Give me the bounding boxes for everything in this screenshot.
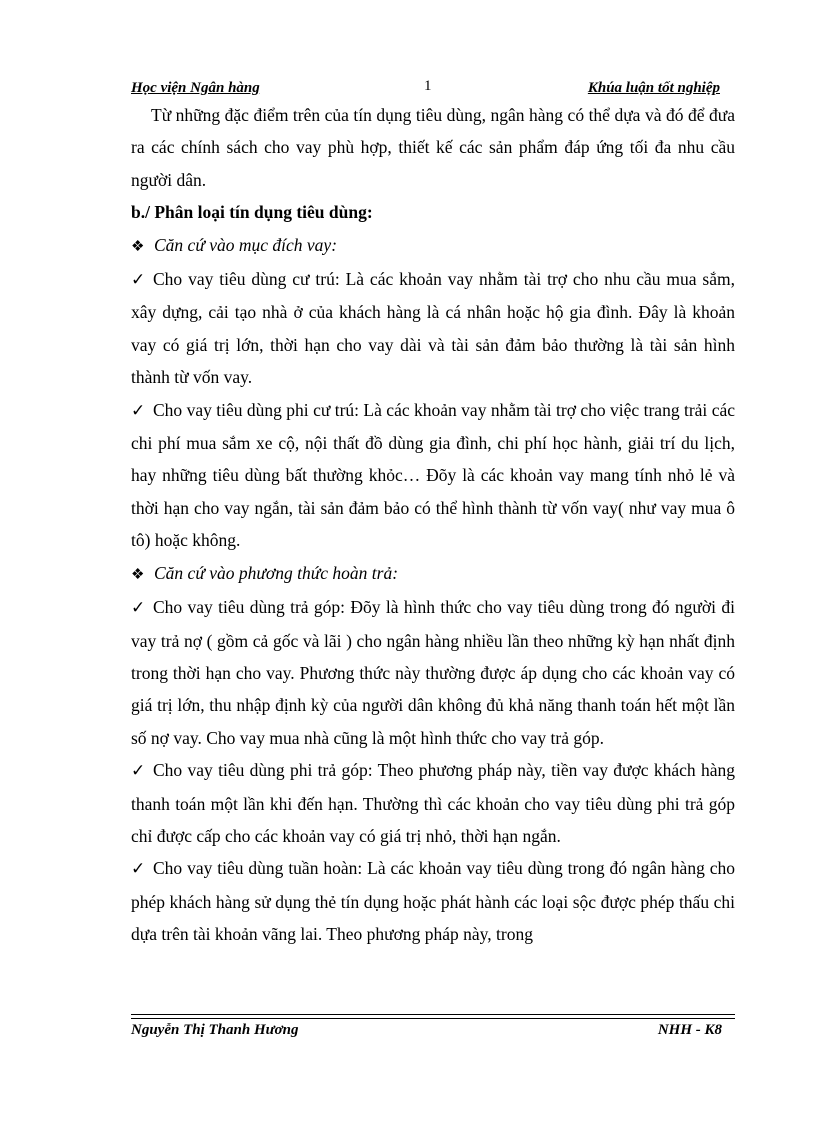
intro-paragraph: Từ những đặc điểm trên của tín dụng tiêu dùng, ngân hàng có thể dựa và đó để đưa ra các chính sách cho vay phù hợp, thiết kế các sản phẩm đáp ứng tối đa nhu cầu người dân. — [131, 105, 735, 190]
document-body — [131, 99, 735, 951]
list-item-residential — [131, 263, 735, 394]
list-item-non-installment — [131, 754, 735, 852]
section-heading: b./ Phân loại tín dụng tiêu dùng: — [131, 202, 373, 223]
check-bullet-icon: ✓ — [131, 270, 146, 290]
footer-divider — [131, 1018, 735, 1019]
header-doc-type: Khúa luận tốt nghiệp — [587, 80, 720, 96]
diamond-bullet-icon: ❖ — [131, 566, 145, 583]
check-bullet-icon: ✓ — [131, 400, 146, 420]
footer-author: Nguyễn Thị Thanh Hương — [131, 1022, 299, 1038]
criterion-purpose-text: Căn cứ vào mục đích vay: — [154, 234, 338, 255]
check-bullet-icon: ✓ — [131, 761, 146, 781]
diamond-bullet-icon: ❖ — [131, 238, 145, 255]
criterion-repayment — [131, 557, 735, 591]
list-item-revolving — [131, 852, 735, 950]
list-item-non-residential — [131, 394, 735, 557]
list-item-text: Cho vay tiêu dùng phi trả góp: Theo phương pháp này, tiền vay được khách hàng thanh toán một lần khi đến hạn. Thường thì các khoản cho vay tiêu dùng phi trả góp chỉ được cấp cho các khoản vay có giá trị nhỏ, thời hạn ngắn. — [131, 760, 735, 846]
criterion-repayment-text: Căn cứ vào phương thức hoàn trả: — [154, 562, 399, 583]
list-item-text: Cho vay tiêu dùng trả góp: Đõy là hình thức cho vay tiêu dùng trong đó người đi vay trả nợ ( gồm cả gốc và lãi ) cho ngân hàng nhiều lần theo những kỳ hạn nhất định trong thời hạn cho vay. Phương thức này thường được áp dụng cho các khoản vay có giá trị lớn, thu nhập định kỳ của người dân không đủ khả năng thanh toán hết một lần số nợ vay. Cho vay mua nhà cũng là một hình thức cho vay trả góp. — [131, 597, 735, 748]
list-item-text: Cho vay tiêu dùng tuần hoàn: Là các khoản vay tiêu dùng trong đó ngân hàng cho phép khách hàng sử dụng thẻ tín dụng hoặc phát hành các loại sộc được phép thấu chi dựa trên tài khoản vãng lai. Theo phương pháp này, trong — [131, 858, 735, 945]
page-number: 1 — [424, 78, 432, 94]
list-item-installment — [131, 591, 735, 754]
list-item-text: Cho vay tiêu dùng phi cư trú: Là các khoản vay nhằm tài trợ cho việc trang trải các chi phí mua sắm xe cộ, nội thất đồ dùng gia đình, chi phí học hành, giải trí du lịch, hay những tiêu dùng bất thường khỏc… Đõy là các khoản vay mang tính nhỏ lẻ và thời hạn cho vay ngắn, tài sản đảm bảo có thể hình thành từ vốn vay( như vay mua ô tô) hoặc không. — [131, 399, 735, 551]
criterion-purpose — [131, 229, 735, 263]
footer-divider — [131, 1014, 735, 1015]
footer-class: NHH - K8 — [657, 1022, 722, 1038]
check-bullet-icon: ✓ — [131, 598, 146, 618]
list-item-text: Cho vay tiêu dùng cư trú: Là các khoản vay nhằm tài trợ cho nhu cầu mua sắm, xây dựng, cải tạo nhà ở của khách hàng là cá nhân hoặc hộ gia đình. Đây là khoản vay có giá trị lớn, thời hạn cho vay dài và tài sản đảm bảo thường là tài sản hình thành từ vốn vay. — [131, 269, 735, 388]
check-bullet-icon: ✓ — [131, 859, 146, 879]
header-institution: Học viện Ngân hàng — [131, 80, 260, 96]
